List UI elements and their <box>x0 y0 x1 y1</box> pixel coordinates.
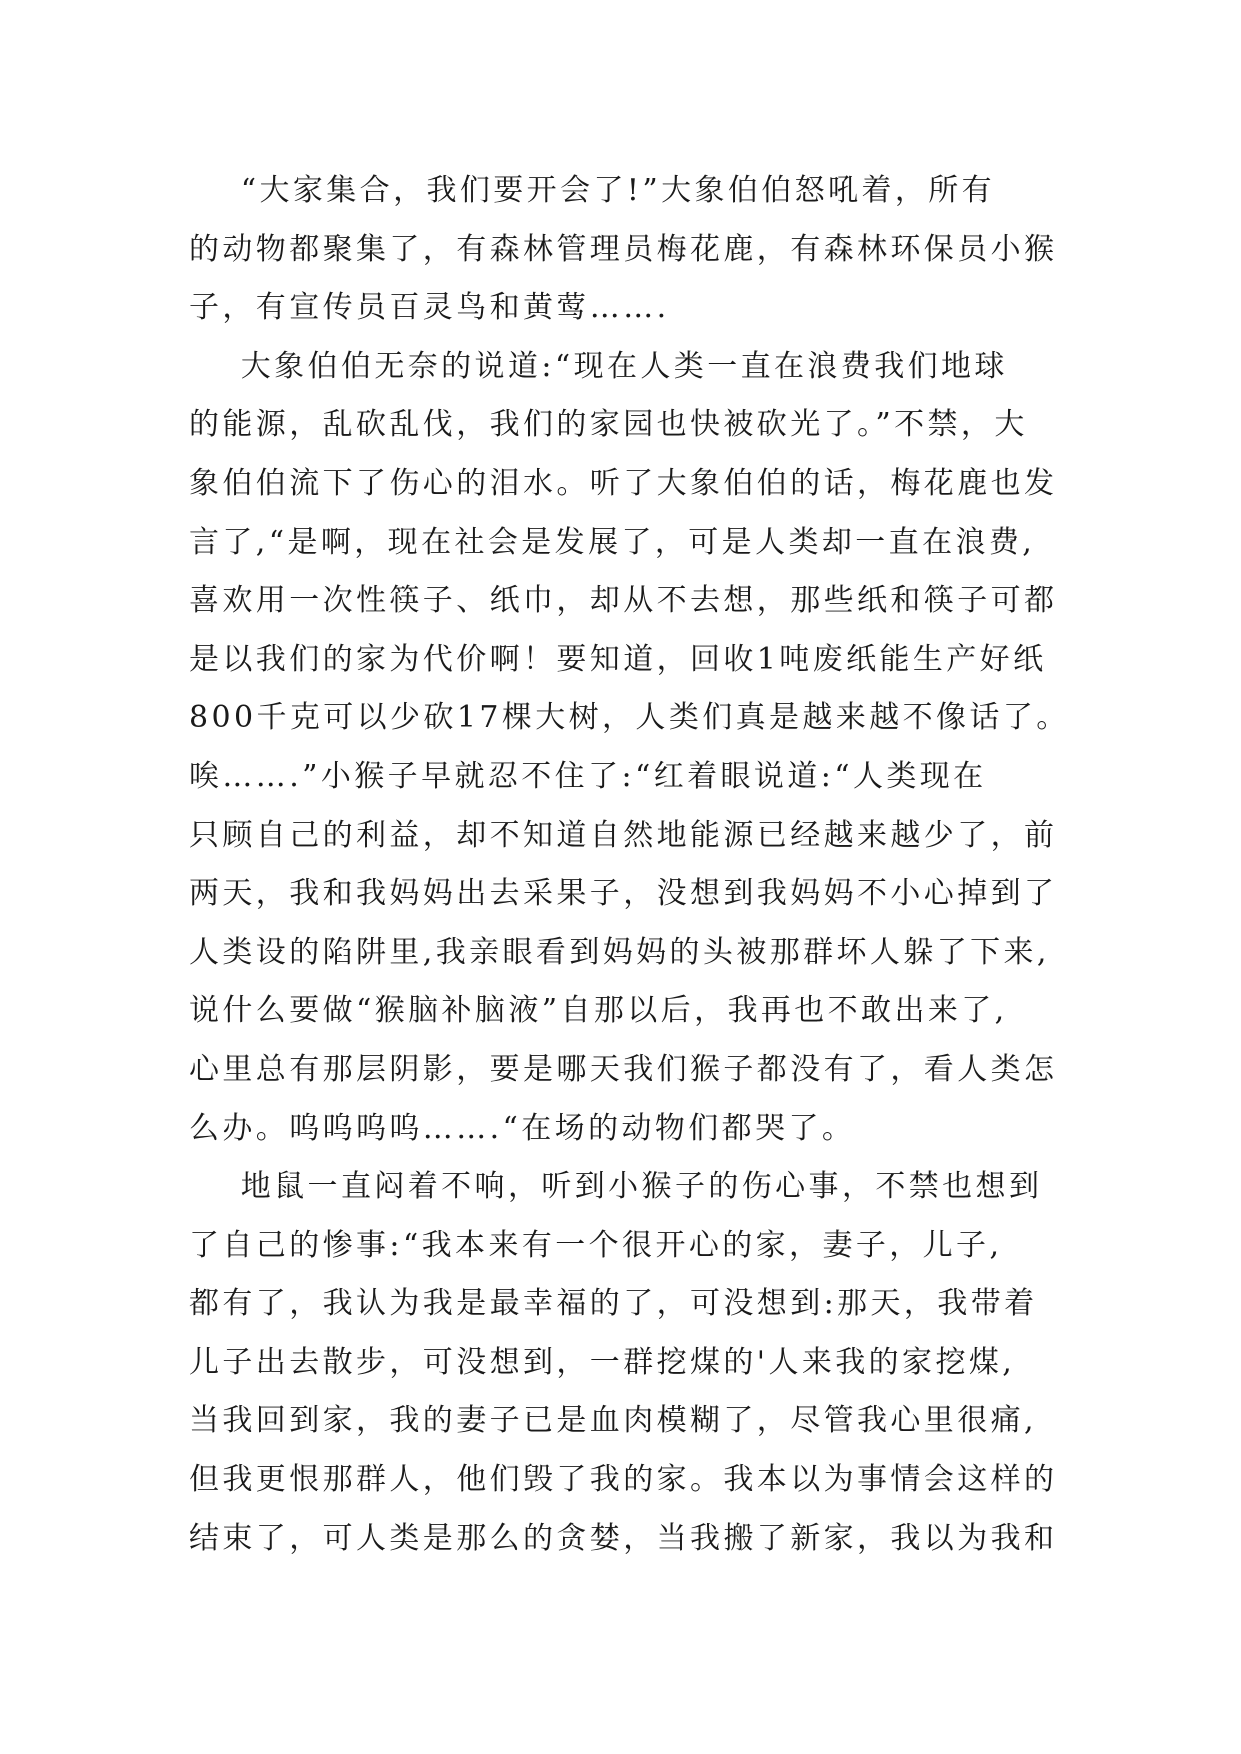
text-line: 只顾自己的利益，却不知道自然地能源已经越来越少了，前 <box>189 817 1058 853</box>
text-line: 但我更恨那群人，他们毁了我的家。我本以为事情会这样的 <box>189 1462 1058 1498</box>
text-line: 地鼠一直闷着不响，听到小猴子的伤心事，不禁也想到 <box>189 1169 1043 1205</box>
text-line: 都有了，我认为我是最幸福的了，可没想到:那天，我带着 <box>189 1286 1038 1322</box>
text-line: 800千克可以少砍17棵大树，人类们真是越来越不像话了。 <box>189 700 1070 736</box>
text-line: 人类设的陷阱里,我亲眼看到妈妈的头被那群坏人躲了下来, <box>189 934 1050 970</box>
text-line: “大家集合，我们要开会了!”大象伯伯怒吼着，所有 <box>189 173 996 208</box>
text-line: 当我回到家，我的妻子已是血肉模糊了，尽管我心里很痛, <box>189 1403 1037 1439</box>
text-line: 说什么要做“猴脑补脑液”自那以后，我再也不敢出来了, <box>189 993 1008 1029</box>
text-line: 大象伯伯无奈的说道:“现在人类一直在浪费我们地球 <box>189 348 1008 384</box>
text-line: 两天，我和我妈妈出去采果子，没想到我妈妈不小心掉到了 <box>189 876 1058 912</box>
text-line: 喜欢用一次性筷子、纸巾，却从不去想，那些纸和筷子可都 <box>189 583 1058 619</box>
text-line: 么办。呜呜呜呜…….“在场的动物们都哭了。 <box>189 1110 856 1146</box>
text-line: 的能源，乱砍乱伐，我们的家园也快被砍光了。”不禁，大 <box>189 407 1028 443</box>
text-line: 心里总有那层阴影，要是哪天我们猴子都没有了，看人类怎 <box>189 1051 1058 1087</box>
document-body <box>189 162 1069 1568</box>
text-line: 的动物都聚集了，有森林管理员梅花鹿，有森林环保员小猴 <box>189 231 1058 267</box>
text-line: 象伯伯流下了伤心的泪水。听了大象伯伯的话，梅花鹿也发 <box>189 465 1058 501</box>
text-line: 儿子出去散步，可没想到，一群挖煤的'人来我的家挖煤, <box>189 1344 1016 1380</box>
text-line: 言了,“是啊，现在社会是发展了，可是人类却一直在浪费, <box>189 524 1036 560</box>
text-line: 结束了，可人类是那么的贪婪，当我搬了新家，我以为我和 <box>189 1520 1058 1556</box>
text-line: 唉…….”小猴子早就忍不住了:“红着眼说道:“人类现在 <box>189 758 987 794</box>
text-line: 子，有宣传员百灵鸟和黄莺……. <box>189 290 670 326</box>
text-line: 了自己的惨事:“我本来有一个很开心的家，妻子，儿子, <box>189 1227 1003 1263</box>
text-line: 是以我们的家为代价啊！要知道，回收1吨废纸能生产好纸 <box>189 641 1047 677</box>
